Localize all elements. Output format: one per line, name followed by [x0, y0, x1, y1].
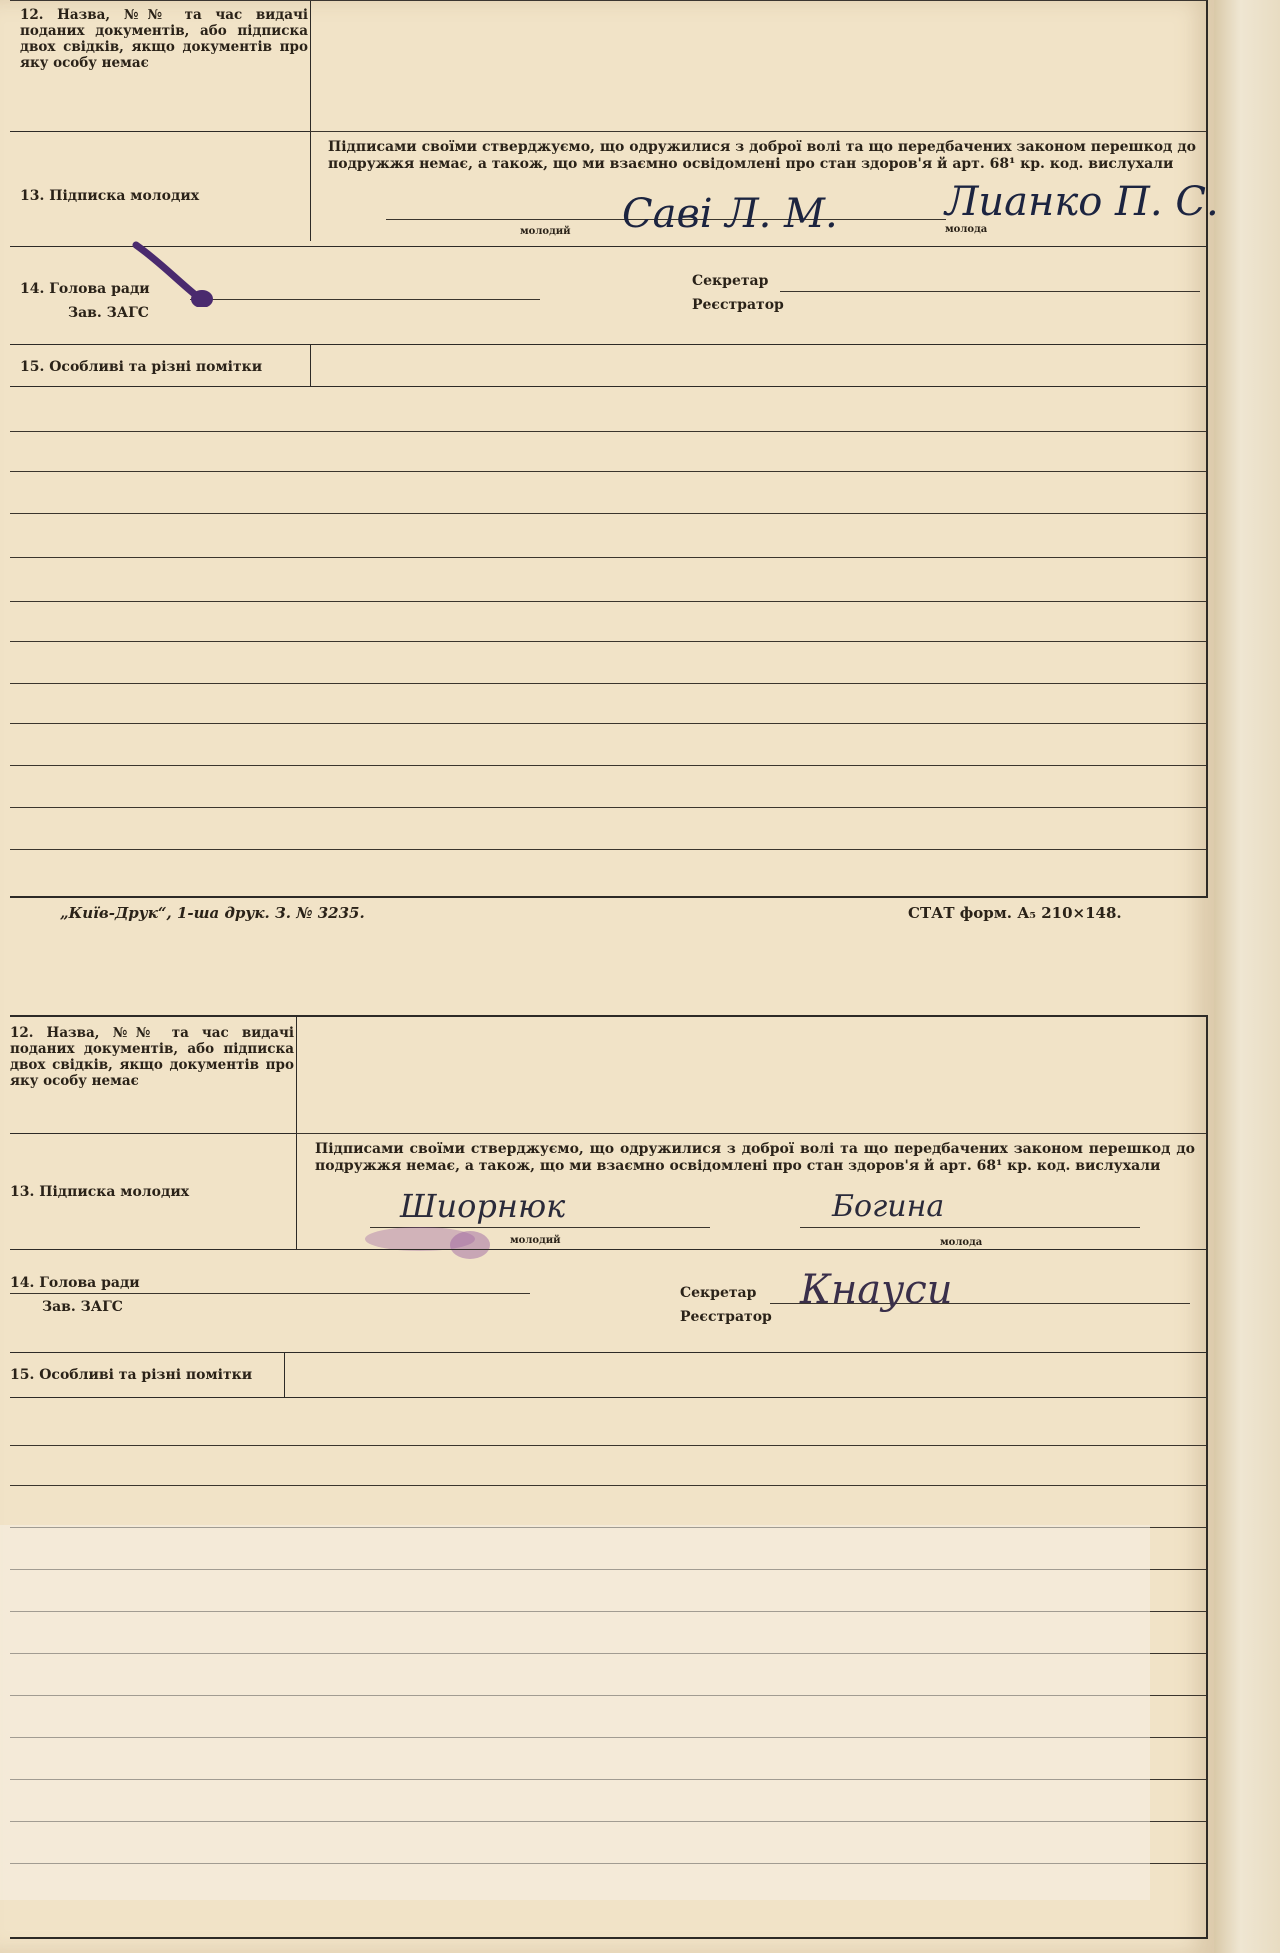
- row-15-label: 15. Особливі та різні помітки: [20, 359, 263, 375]
- consent-statement: Підписами своїми стверджуємо, що одружилися з доброї волі та що передбачених законом перешкод до подружжя немає, а також, що ми взаємно освідомлені про стан здоров'я й арт. 68¹ кр. код. вислухали: [328, 139, 1196, 172]
- marriage-record-form-top: [10, 0, 1219, 898]
- row-12-label: 12. Назва, №№ та час видачі поданих документів, або підписка двох свідків, якщо документів про яку особу немає: [20, 7, 308, 71]
- bride-signature: Богина: [832, 1189, 945, 1224]
- form-code: СТАТ форм. А₅ 210×148.: [908, 904, 1122, 922]
- zags-label: Зав. ЗАГС: [42, 1299, 123, 1315]
- ink-blot: [130, 237, 230, 307]
- row-15-label: 15. Особливі та різні помітки: [10, 1367, 253, 1383]
- printer-imprint: „Київ-Друк“, 1-ша друк. З. № 3235.: [60, 904, 365, 922]
- violet-stamp-smudge: [360, 1217, 510, 1267]
- groom-caption: молодий: [510, 1235, 561, 1246]
- row-14-label: 14. Голова ради: [20, 281, 150, 297]
- row-12-label: 12. Назва, №№ та час видачі поданих документів, або підписка двох свідків, якщо документів про яку особу немає: [10, 1025, 294, 1089]
- secretary-label: Секретар: [680, 1285, 757, 1301]
- groom-signature: Шиорнюк: [400, 1187, 566, 1225]
- secretary-signature: Кнауси: [800, 1267, 953, 1313]
- row-13-label: 13. Підписка молодих: [10, 1184, 190, 1200]
- zags-label: Зав. ЗАГС: [68, 305, 149, 321]
- registrar-label: Реєстратор: [680, 1309, 772, 1325]
- registrar-label: Реєстратор: [692, 297, 784, 313]
- row-14-label: 14. Голова ради: [10, 1275, 140, 1291]
- page-edge: [1214, 0, 1280, 1953]
- secretary-label: Секретар: [692, 273, 769, 289]
- bride-signature: Лианко П. С.: [945, 179, 1219, 225]
- bride-caption: молода: [940, 1237, 983, 1248]
- bride-caption: молода: [945, 224, 988, 235]
- faded-paper-area: [0, 1525, 1150, 1900]
- groom-caption: молодий: [520, 226, 571, 237]
- groom-signature: Саві Л. М.: [622, 191, 838, 237]
- row-13-label: 13. Підписка молодих: [20, 188, 200, 204]
- consent-statement: Підписами своїми стверджуємо, що одружилися з доброї волі та що передбачених законом перешкод до подружжя немає, а також, що ми взаємно освідомлені про стан здоров'я й арт. 68¹ кр. код. вислухали: [315, 1141, 1195, 1174]
